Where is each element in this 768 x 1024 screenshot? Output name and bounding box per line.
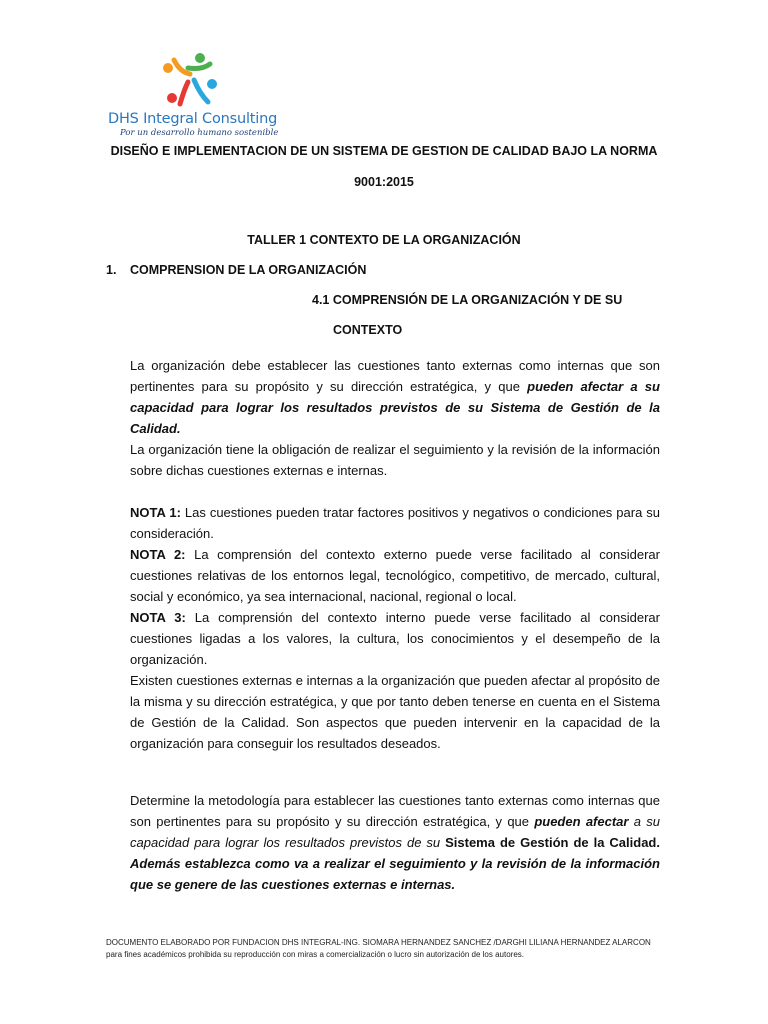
subsection-title-line1: 4.1 COMPRENSIÓN DE LA ORGANIZACIÓN Y DE SU <box>312 293 623 307</box>
logo-brand-text: DHS Integral Consulting <box>108 111 278 127</box>
document-footer: DOCUMENTO ELABORADO POR FUNDACION DHS INTEGRAL-ING. SIOMARA HERNANDEZ SANCHEZ /DARGHI LILIANA HERNANDEZ ALARCON para fines académicos prohibida su reproducción con miras a comercialización o lucro sin autorización de los autores. <box>106 938 651 959</box>
paragraph-requirement <box>130 355 660 439</box>
paragraph-external-internal: Existen cuestiones externas e internas a la organización que pueden afectar al propósito de la misma y su dirección estratégica, y que por tanto deben tenerse en cuenta en el Sistema de Gestión de la Calidad. Son aspectos que pueden intervenir en la capacidad de la organización para conseguir los resultados deseados. <box>130 673 660 751</box>
main-body <box>130 355 660 754</box>
people-logo-icon <box>160 50 222 110</box>
note-label: NOTA 2: <box>130 547 186 562</box>
note-2 <box>130 544 660 607</box>
company-logo <box>106 50 279 140</box>
paragraph-text: La organización debe establecer las cuestiones tanto externas como internas que son pertinentes para su propósito y su dirección estratégica, y que <box>130 358 660 394</box>
subsection-title-line2: CONTEXTO <box>333 323 403 337</box>
logo-tagline: Por un desarrollo humano sostenible <box>120 128 279 138</box>
task-text: Determine la metodología para establecer las cuestiones tanto externas como internas que son pertinentes para su propósito y su dirección estratégica, y que <box>130 793 660 829</box>
note-1 <box>130 502 660 544</box>
section-title: COMPRENSION DE LA ORGANIZACIÓN <box>130 263 367 277</box>
document-title-line2: 9001:2015 <box>354 175 414 189</box>
paragraph-obligation: La organización tiene la obligación de realizar el seguimiento y la revisión de la información sobre dichas cuestiones externas e internas. <box>130 442 660 478</box>
note-3 <box>130 607 660 670</box>
document-title-line1: DISEÑO E IMPLEMENTACION DE UN SISTEMA DE GESTION DE CALIDAD BAJO LA NORMA <box>110 144 658 158</box>
emphasis-text: pueden afectar a su capacidad para lograr los resultados previstos de su Sistema de Gestión de la Calidad. <box>130 379 660 436</box>
note-label: NOTA 3: <box>130 610 186 625</box>
note-text: La comprensión del contexto interno puede verse facilitado al considerar cuestiones ligadas a los valores, la cultura, los conocimientos y el desempeño de la organización. <box>130 610 660 667</box>
section-number: 1. <box>106 263 117 277</box>
note-label: NOTA 1: <box>130 505 181 520</box>
workshop-title: TALLER 1 CONTEXTO DE LA ORGANIZACIÓN <box>247 233 521 247</box>
task-instruction: Además establezca como va a realizar el seguimiento y la revisión de la información que se genere de las cuestiones externas e internas. <box>130 856 660 892</box>
note-text: Las cuestiones pueden tratar factores positivos y negativos o condiciones para su consideración. <box>130 505 660 541</box>
task-paragraph <box>130 790 660 895</box>
task-bold-text: Sistema de Gestión de la Calidad. <box>445 835 660 850</box>
task-italic-text: a su capacidad para lograr los resultados previstos de su <box>130 814 661 850</box>
task-emphasis: pueden afectar <box>534 814 629 829</box>
note-text: La comprensión del contexto externo puede verse facilitado al considerar cuestiones relativas de los entornos legal, tecnológico, competitivo, de mercado, cultural, social y económico, ya sea internacional, nacional, regional o local. <box>130 547 660 604</box>
